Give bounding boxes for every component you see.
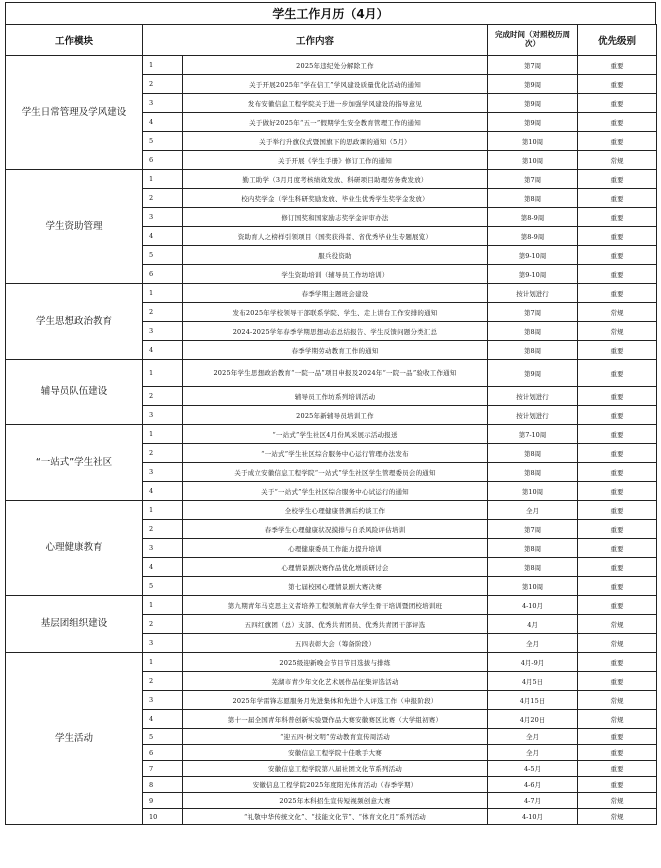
row-priority: 重要 (578, 653, 657, 672)
row-time: 4月 (488, 615, 578, 634)
row-number: 4 (143, 710, 183, 729)
row-time: 4-7月 (488, 793, 578, 809)
row-priority: 重要 (578, 265, 657, 284)
row-content: 辅导员工作坊系列培训活动 (183, 387, 488, 406)
table-row (6, 360, 657, 387)
row-time: 4-10月 (488, 809, 578, 825)
row-number: 6 (143, 745, 183, 761)
row-content: 发布2025年学校领导干部联系学院、学生、走上讲台工作安排的通知 (183, 303, 488, 322)
row-content: 安徽信息工程学院十佳歌手大赛 (183, 745, 488, 761)
row-content: “一站式”学生社区4月份风采展示活动报送 (183, 425, 488, 444)
row-time: 第10周 (488, 482, 578, 501)
row-time: 全月 (488, 501, 578, 520)
table-row (6, 596, 657, 615)
table-row (6, 284, 657, 303)
row-content: 关于开展《学生手册》修订工作的通知 (183, 151, 488, 170)
row-priority: 重要 (578, 94, 657, 113)
row-time: 按计划进行 (488, 284, 578, 303)
row-priority: 重要 (578, 406, 657, 425)
row-content: 2025级迎新晚会节目节目选拔与排练 (183, 653, 488, 672)
row-priority: 重要 (578, 208, 657, 227)
row-priority: 重要 (578, 777, 657, 793)
row-number: 1 (143, 360, 183, 387)
row-time: 第8周 (488, 463, 578, 482)
row-content: 安徽信息工程学院第八届社团文化节系列活动 (183, 761, 488, 777)
row-time: 第8周 (488, 322, 578, 341)
row-number: 1 (143, 170, 183, 189)
row-time: 第7-10周 (488, 425, 578, 444)
row-content: 校内奖学金（学生科研奖励发放、毕业生优秀学生奖学金发放） (183, 189, 488, 208)
row-priority: 重要 (578, 463, 657, 482)
row-time: 第8周 (488, 558, 578, 577)
row-priority: 重要 (578, 227, 657, 246)
row-time: 全月 (488, 729, 578, 745)
row-content: 第十一届全国青年科普创新实验暨作品大赛安徽赛区比赛（大学组初赛） (183, 710, 488, 729)
row-number: 2 (143, 520, 183, 539)
row-content: 第九期青年马克思主义者培养工程领航青春大学生骨干培训暨团校培训班 (183, 596, 488, 615)
row-content: 服兵役资助 (183, 246, 488, 265)
row-time: 全月 (488, 745, 578, 761)
row-number: 1 (143, 425, 183, 444)
row-priority: 常规 (578, 634, 657, 653)
row-number: 4 (143, 558, 183, 577)
row-content: 五四表彰大会（筹备阶段） (183, 634, 488, 653)
row-priority: 常规 (578, 303, 657, 322)
header-time: 完成时间（对照校历周次） (488, 25, 578, 56)
row-content: 关于“一站式”学生社区综合服务中心试运行的通知 (183, 482, 488, 501)
row-priority: 重要 (578, 341, 657, 360)
table-row (6, 56, 657, 75)
row-content: 修订国奖和国家励志奖学金评审办法 (183, 208, 488, 227)
row-content: 发布安徽信息工程学院关于进一步加强学风建设的指导意见 (183, 94, 488, 113)
row-time: 第8周 (488, 189, 578, 208)
row-number: 5 (143, 577, 183, 596)
row-number: 3 (143, 94, 183, 113)
row-content: 勤工助学（3月月度考核绩效发放、科研项目助理劳务费发放） (183, 170, 488, 189)
row-priority: 重要 (578, 539, 657, 558)
module-cell: 心理健康教育 (6, 501, 143, 596)
row-priority: 重要 (578, 113, 657, 132)
row-number: 2 (143, 189, 183, 208)
row-priority: 重要 (578, 729, 657, 745)
row-priority: 常规 (578, 151, 657, 170)
table-row (6, 653, 657, 672)
row-time: 第7周 (488, 303, 578, 322)
row-time: 第9-10周 (488, 246, 578, 265)
row-number: 1 (143, 56, 183, 75)
row-content: 关于做好2025年“五一”假期学生安全教育管理工作的通知 (183, 113, 488, 132)
module-cell: “一站式”学生社区 (6, 425, 143, 501)
row-priority: 常规 (578, 710, 657, 729)
row-content: 春季学期劳动教育工作的通知 (183, 341, 488, 360)
row-time: 第9周 (488, 360, 578, 387)
row-time: 4-6月 (488, 777, 578, 793)
row-number: 2 (143, 444, 183, 463)
row-priority: 重要 (578, 75, 657, 94)
row-number: 3 (143, 634, 183, 653)
row-number: 3 (143, 539, 183, 558)
row-content: 第七届校园心理情景剧大赛决赛 (183, 577, 488, 596)
row-content: 关于开展2025年“学在信工”学风建设质量优化活动的通知 (183, 75, 488, 94)
row-content: 2024-2025学年春季学期思想动态总结报告、学生反馈问题分类汇总 (183, 322, 488, 341)
module-cell: 学生活动 (6, 653, 143, 825)
module-cell: 基层团组织建设 (6, 596, 143, 653)
row-number: 4 (143, 482, 183, 501)
row-time: 按计划进行 (488, 406, 578, 425)
row-priority: 重要 (578, 520, 657, 539)
row-content: “一站式”学生社区综合服务中心运行管理办法发布 (183, 444, 488, 463)
row-number: 2 (143, 303, 183, 322)
row-content: 2025年新辅导员培训工作 (183, 406, 488, 425)
row-time: 第9周 (488, 75, 578, 94)
row-priority: 常规 (578, 809, 657, 825)
row-priority: 重要 (578, 577, 657, 596)
row-time: 4月-9月 (488, 653, 578, 672)
row-time: 第10周 (488, 151, 578, 170)
row-number: 1 (143, 596, 183, 615)
row-priority: 重要 (578, 387, 657, 406)
row-number: 4 (143, 113, 183, 132)
row-content: 2025年违纪处分解除工作 (183, 56, 488, 75)
row-number: 3 (143, 322, 183, 341)
row-content: 2025年本科招生宣传短视频创意大赛 (183, 793, 488, 809)
row-priority: 重要 (578, 425, 657, 444)
row-priority: 重要 (578, 482, 657, 501)
row-content: 2025年学生思想政治教育“一院一品”项目申报及2024年“一院一品”验收工作通知 (183, 360, 488, 387)
table-row (6, 425, 657, 444)
row-time: 第7周 (488, 56, 578, 75)
row-number: 3 (143, 463, 183, 482)
row-time: 第7周 (488, 520, 578, 539)
row-number: 1 (143, 653, 183, 672)
row-content: 全校学生心理健康普测后约谈工作 (183, 501, 488, 520)
row-time: 4月5日 (488, 672, 578, 691)
row-time: 第9-10周 (488, 265, 578, 284)
row-time: 第9周 (488, 113, 578, 132)
header-row (6, 25, 657, 56)
row-number: 5 (143, 246, 183, 265)
row-time: 第8周 (488, 539, 578, 558)
row-content: 五四红旗团（总）支部、优秀共青团员、优秀共青团干部评选 (183, 615, 488, 634)
row-content: 芜湖市青少年文化艺术展作品征集评选活动 (183, 672, 488, 691)
row-priority: 重要 (578, 672, 657, 691)
row-time: 第8周 (488, 341, 578, 360)
row-content: “礼敬中华传统文化”、“技能文化节”、“体育文化月”系列活动 (183, 809, 488, 825)
row-time: 全月 (488, 634, 578, 653)
row-number: 2 (143, 75, 183, 94)
module-cell: 辅导员队伍建设 (6, 360, 143, 425)
row-priority: 重要 (578, 360, 657, 387)
row-time: 4月20日 (488, 710, 578, 729)
row-priority: 常规 (578, 322, 657, 341)
row-number: 6 (143, 265, 183, 284)
row-time: 第8-9周 (488, 208, 578, 227)
row-priority: 重要 (578, 284, 657, 303)
row-priority: 常规 (578, 691, 657, 710)
row-priority: 重要 (578, 501, 657, 520)
row-number: 4 (143, 227, 183, 246)
table-body (6, 56, 657, 825)
header-priority: 优先级别 (578, 25, 657, 56)
row-number: 1 (143, 501, 183, 520)
row-priority: 重要 (578, 189, 657, 208)
row-content: “迎五四·树文明”劳动教育宣传周活动 (183, 729, 488, 745)
row-time: 4-10月 (488, 596, 578, 615)
row-priority: 重要 (578, 761, 657, 777)
row-number: 3 (143, 691, 183, 710)
row-priority: 重要 (578, 596, 657, 615)
row-time: 第10周 (488, 577, 578, 596)
row-time: 按计划进行 (488, 387, 578, 406)
row-number: 7 (143, 761, 183, 777)
row-number: 3 (143, 208, 183, 227)
row-number: 2 (143, 615, 183, 634)
row-number: 2 (143, 672, 183, 691)
page-title: 学生工作月历（4月） (272, 6, 389, 21)
row-number: 9 (143, 793, 183, 809)
row-content: 心理健康委员工作能力提升培训 (183, 539, 488, 558)
work-calendar-table (5, 24, 657, 825)
row-time: 4月15日 (488, 691, 578, 710)
row-time: 第8周 (488, 444, 578, 463)
row-number: 3 (143, 406, 183, 425)
row-priority: 重要 (578, 745, 657, 761)
header-content: 工作内容 (143, 25, 488, 56)
row-time: 第8-9周 (488, 227, 578, 246)
row-content: 关于举行升旗仪式暨国旗下的思政课的通知（5月） (183, 132, 488, 151)
row-time: 4-5月 (488, 761, 578, 777)
row-time: 第7周 (488, 170, 578, 189)
row-number: 8 (143, 777, 183, 793)
row-content: 关于成立安徽信息工程学院“一站式”学生社区学生管理委员会的通知 (183, 463, 488, 482)
row-priority: 常规 (578, 793, 657, 809)
row-priority: 重要 (578, 170, 657, 189)
row-content: 心理情景剧决赛作品优化增质研讨会 (183, 558, 488, 577)
table-row (6, 501, 657, 520)
row-content: 资助育人之榜样引领项目（国奖获得者、省优秀毕业生专题展览） (183, 227, 488, 246)
row-priority: 重要 (578, 444, 657, 463)
table-row (6, 170, 657, 189)
row-time: 第10周 (488, 132, 578, 151)
module-cell: 学生日常管理及学风建设 (6, 56, 143, 170)
row-content: 春季学生心理健康状况摸排与自杀风险评估培训 (183, 520, 488, 539)
row-content: 春季学期主题班会建设 (183, 284, 488, 303)
module-cell: 学生资助管理 (6, 170, 143, 284)
row-priority: 重要 (578, 246, 657, 265)
row-number: 2 (143, 387, 183, 406)
row-content: 学生资助培训（辅导员工作坊培训） (183, 265, 488, 284)
row-number: 10 (143, 809, 183, 825)
row-priority: 重要 (578, 132, 657, 151)
module-cell: 学生思想政治教育 (6, 284, 143, 360)
row-number: 4 (143, 341, 183, 360)
row-priority: 重要 (578, 558, 657, 577)
header-module: 工作模块 (6, 25, 143, 56)
row-number: 5 (143, 132, 183, 151)
row-priority: 重要 (578, 56, 657, 75)
row-number: 5 (143, 729, 183, 745)
row-time: 第9周 (488, 94, 578, 113)
row-content: 安徽信息工程学院2025年度阳光体育活动（春季学期） (183, 777, 488, 793)
row-priority: 常规 (578, 615, 657, 634)
row-content: 2025年学雷锋志愿服务月先进集体和先进个人评选工作（申报阶段） (183, 691, 488, 710)
row-number: 6 (143, 151, 183, 170)
row-number: 1 (143, 284, 183, 303)
